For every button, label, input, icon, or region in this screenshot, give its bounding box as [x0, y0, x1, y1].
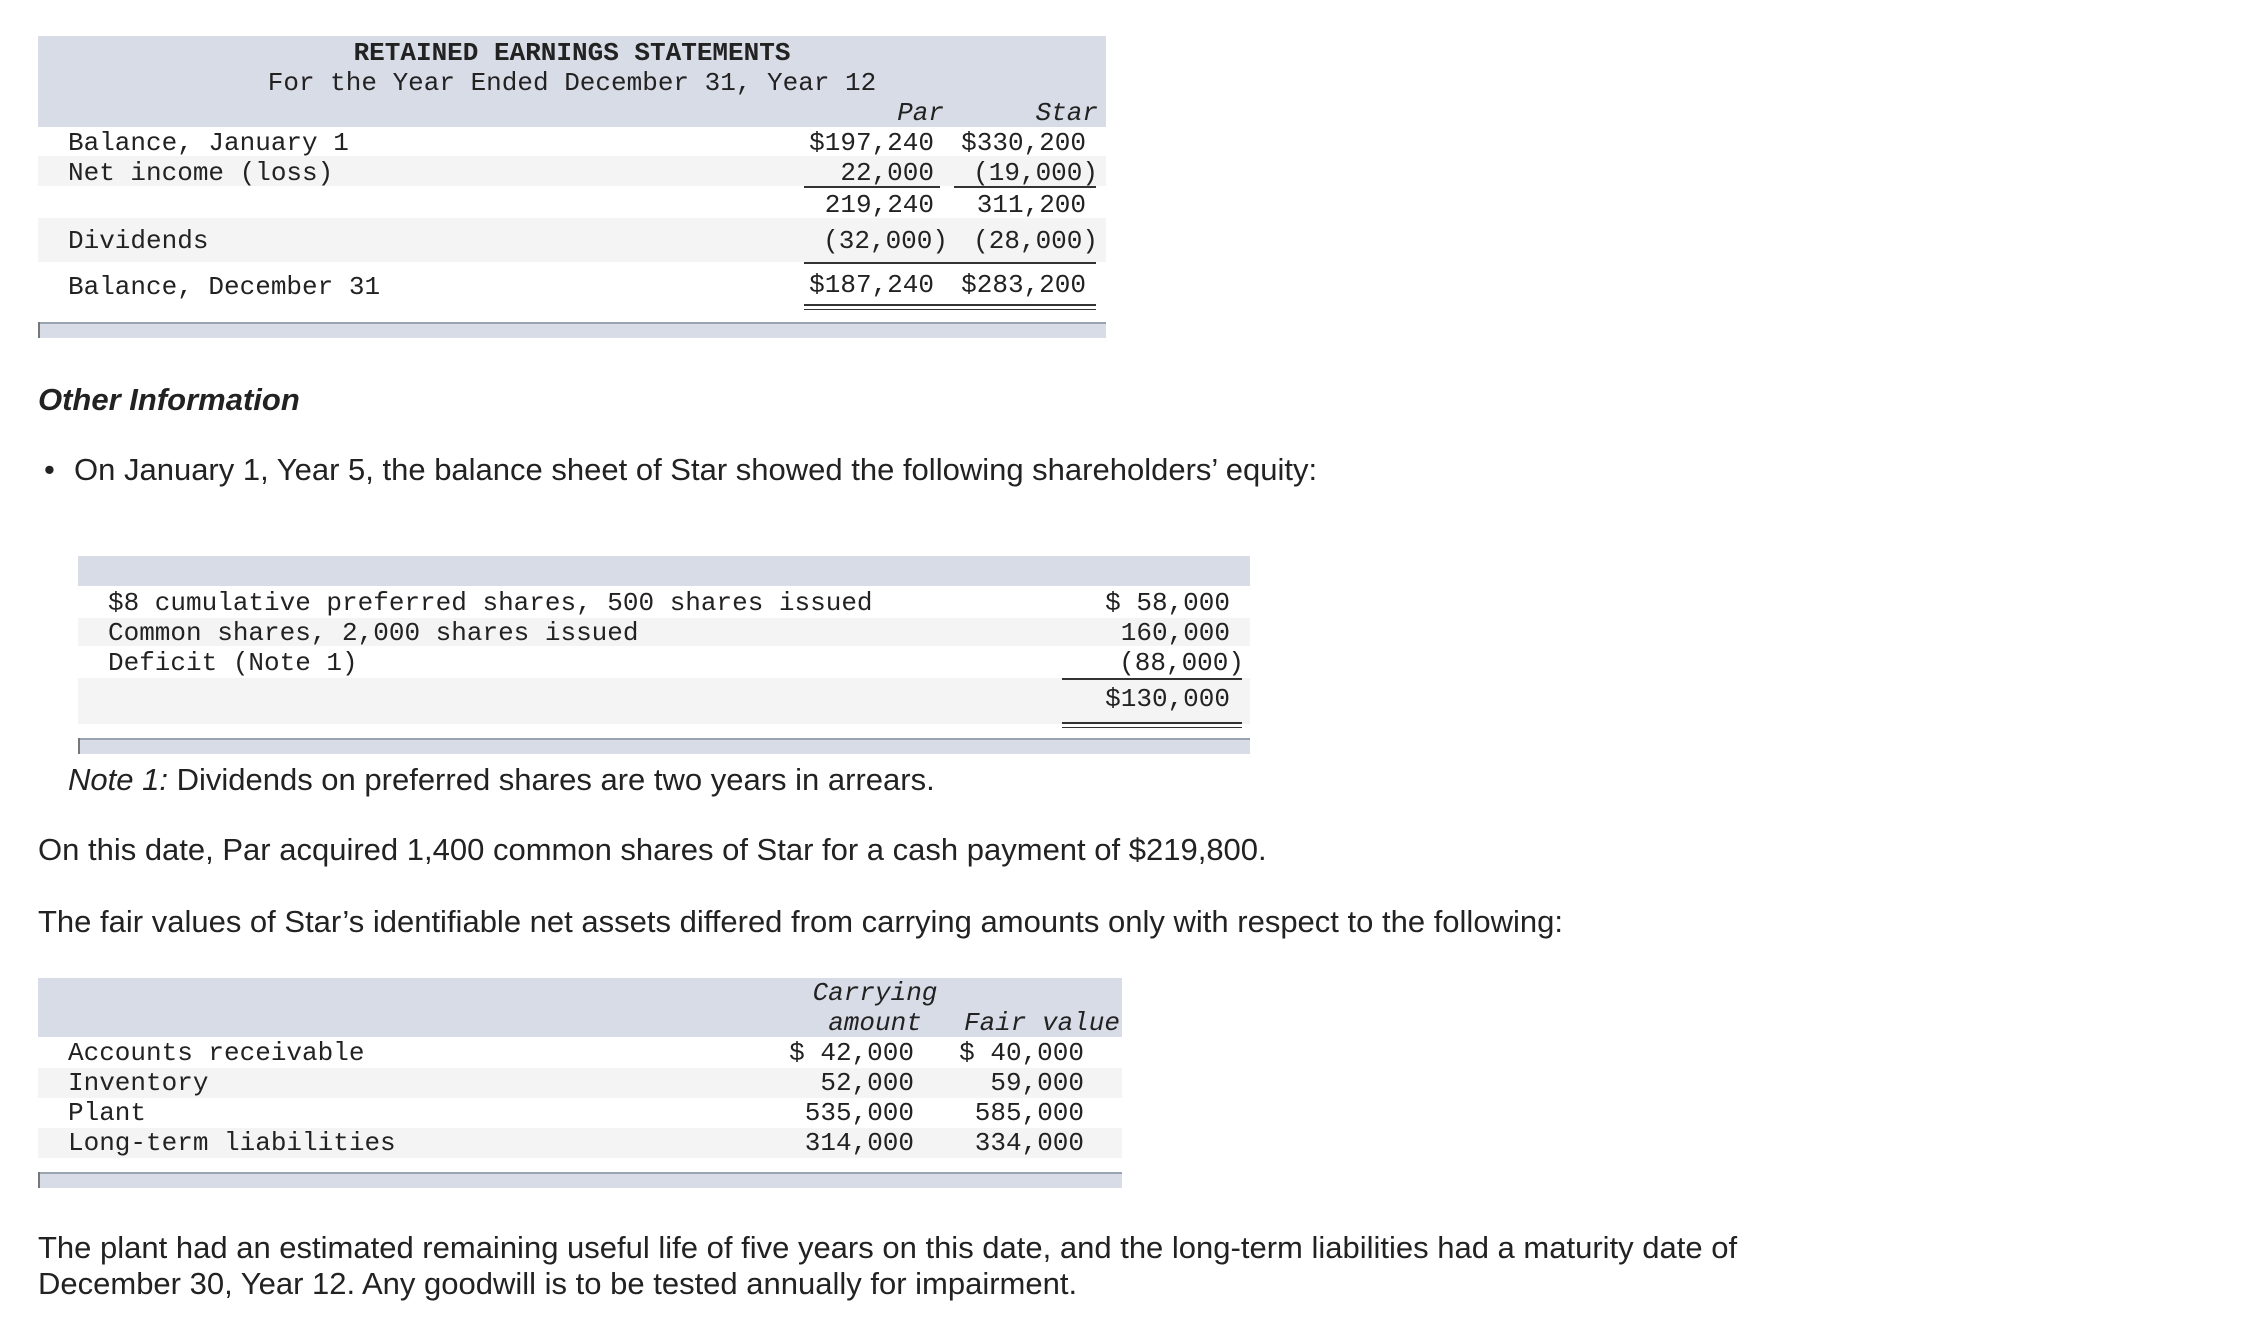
note-label: Note 1: — [68, 762, 168, 797]
equity-underline — [1062, 678, 1242, 680]
row-label-balance-jan: Balance, January 1 — [68, 128, 349, 158]
equity-double-underline — [1062, 722, 1242, 728]
row-label-balance-dec: Balance, December 31 — [68, 272, 381, 302]
row-label-dividends: Dividends — [68, 226, 209, 256]
fv-fair: $ 40,000 — [959, 1038, 1084, 1068]
column-header-carrying-2: amount — [828, 1008, 922, 1038]
par-balance-jan: $197,240 — [809, 128, 934, 158]
fv-carrying: $ 42,000 — [789, 1038, 914, 1068]
table-footer-bar — [38, 322, 1106, 338]
row-label-net-income: Net income (loss) — [68, 158, 334, 188]
star-dividends: (28,000) — [973, 226, 1098, 256]
column-header-carrying: Carrying — [812, 978, 938, 1008]
paragraph-acquisition: On this date, Par acquired 1,400 common shares of Star for a cash payment of $219,800. — [38, 832, 1267, 867]
column-header-par: Par — [897, 98, 944, 128]
fv-carrying: 535,000 — [804, 1098, 914, 1128]
subtotal-underline-star — [954, 186, 1096, 188]
table-footer-bar — [38, 1172, 1122, 1188]
statement-title: RETAINED EARNINGS STATEMENTS — [353, 38, 791, 68]
star-balance-jan: $330,200 — [961, 128, 1086, 158]
par-subtotal: 219,240 — [824, 190, 934, 220]
star-net-income: (19,000) — [973, 158, 1098, 188]
paragraph-plant-line-2: December 30, Year 12. Any goodwill is to be tested annually for impairment. — [38, 1266, 1078, 1301]
fv-fair: 59,000 — [990, 1068, 1084, 1098]
equity-row-label: Common shares, 2,000 shares issued — [108, 618, 639, 648]
par-balance-dec: $187,240 — [809, 270, 934, 300]
note-text: Dividends on preferred shares are two years in arrears. — [167, 762, 935, 797]
shareholders-equity-table — [78, 556, 1250, 752]
fv-carrying: 314,000 — [804, 1128, 914, 1158]
paragraph-fair-values: The fair values of Star’s identifiable net assets differed from carrying amounts only with respect to the following: — [38, 904, 1563, 939]
total-double-underline — [804, 304, 1096, 310]
note-1 — [68, 762, 935, 798]
par-dividends: (32,000) — [823, 226, 948, 256]
equity-row-label: Deficit (Note 1) — [108, 648, 358, 678]
bullet-point — [44, 452, 1317, 488]
total-underline — [804, 262, 1096, 264]
equity-row-value: (88,000) — [1119, 648, 1244, 678]
equity-total: $130,000 — [1105, 684, 1230, 714]
fv-fair: 585,000 — [974, 1098, 1084, 1128]
paragraph-plant-line-1: The plant had an estimated remaining useful life of five years on this date, and the long-term liabilities had a maturity date of — [38, 1230, 1738, 1265]
fv-carrying: 52,000 — [820, 1068, 914, 1098]
equity-row-value: 160,000 — [1120, 618, 1230, 648]
bullet-text: On January 1, Year 5, the balance sheet of Star showed the following shareholders’ equity: — [74, 452, 1318, 487]
fv-row-label: Long-term liabilities — [68, 1128, 396, 1158]
retained-earnings-table — [38, 36, 1106, 336]
table-footer-bar — [78, 738, 1250, 754]
other-information-heading: Other Information — [38, 382, 300, 417]
fv-fair: 334,000 — [974, 1128, 1084, 1158]
fv-row-label: Inventory — [68, 1068, 209, 1098]
star-balance-dec: $283,200 — [961, 270, 1086, 300]
fair-value-table — [38, 978, 1122, 1186]
statement-subtitle: For the Year Ended December 31, Year 12 — [267, 68, 877, 98]
fv-row-label: Accounts receivable — [68, 1038, 365, 1068]
par-net-income: 22,000 — [840, 158, 934, 188]
column-header-fair-value: Fair value — [963, 1008, 1120, 1038]
equity-row-value: $ 58,000 — [1105, 588, 1230, 618]
equity-row-label: $8 cumulative preferred shares, 500 shares issued — [108, 588, 873, 618]
star-subtotal: 311,200 — [976, 190, 1086, 220]
bullet-icon: • — [44, 452, 55, 487]
subtotal-underline-par — [804, 186, 940, 188]
column-header-star: Star — [1035, 98, 1098, 128]
fv-row-label: Plant — [68, 1098, 147, 1128]
